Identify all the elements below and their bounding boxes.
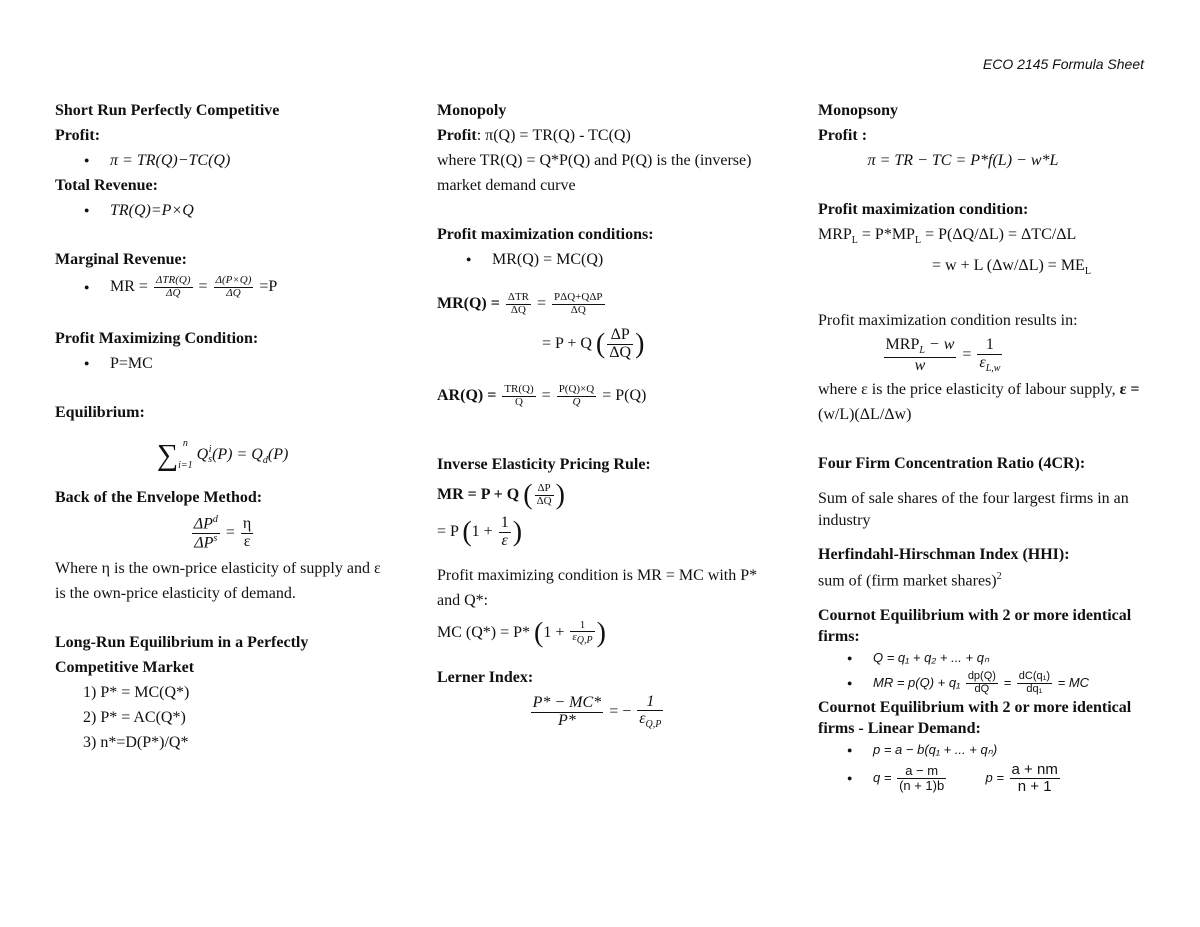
mrp-line1: $MRP_L = P*MP_L = P(\Delta Q/\Delta L) = \Delta TC/\Delta L$ [818, 226, 1077, 247]
heading-monopsony: Monopsony [818, 102, 899, 119]
envelope-fraction-left: $\frac{\Delta P^d}{\Delta P^s}$ [193, 513, 218, 552]
iepr-line1: MR = P + Q ( $\frac{\Delta P}{\Delta Q}$ ) [437, 479, 565, 511]
cournot-p-fraction: $\frac{a + nm}{n + 1}$ [1011, 761, 1058, 795]
pmc-text: Profit maximizing condition is MR = MC with P* and Q*: [437, 567, 758, 609]
result-fraction-left: $\frac{MRP_L - w}{w}$ [885, 335, 955, 374]
mrq-fraction-2: $\frac{\text{PΔQ+QΔP}}{\Delta Q}$ [554, 291, 603, 316]
mr-fraction-1: $\frac{\text{ΔTR(Q)}}{\Delta Q}$ [155, 274, 191, 299]
hhi-text: sum of (firm market shares)$^2$ [818, 571, 1002, 590]
arq-fraction-1: $\frac{TR(Q)}{Q}$ [504, 383, 534, 408]
envelope-description: Where η is the own-price elasticity of supply and ε is the own-price elasticity of demand. [55, 560, 381, 602]
arq-formula: AR(Q) = $\frac{TR(Q)}{Q}$ = $\frac{P(Q)\times Q}{Q}$ = P(Q) [437, 383, 647, 408]
envelope-fraction-right: $\frac{\eta}{\varepsilon}$ [242, 515, 252, 550]
heading-monopoly: Monopoly [437, 102, 507, 119]
result-text: Profit maximization condition results in: [818, 312, 1078, 330]
mrp-line2: = w + L $(\Delta w/\Delta L) = ME_L$ [932, 257, 1091, 278]
heading-4cr: Four Firm Concentration Ratio (4CR): [818, 455, 1086, 473]
sigma-symbol: ∑ [156, 438, 179, 472]
result-fraction-right: $\frac{1}{\varepsilon_{L,w}}$ [979, 335, 1001, 374]
heading-marginal-revenue: Marginal Revenue: [55, 251, 187, 268]
heading-short-run: Short Run Perfectly Competitive [55, 102, 280, 119]
column-monopsony [818, 98, 1148, 795]
mr-lead: MR = [110, 278, 148, 295]
mr-tail: =P [259, 278, 278, 295]
iepr-fraction-2: $\frac{1}{\varepsilon}$ [500, 514, 509, 549]
long-run-item: 3) n*=D(P*)/Q* [83, 734, 189, 751]
iepr-line2: = P (1 + $\frac{1}{\varepsilon}$ ) [437, 514, 523, 549]
lerner-fraction-left: $\frac{P* - MC*}{P*}$ [532, 694, 602, 729]
cournot-linear-p-formula: ● p = a − b(q₁ + ... + qₙ) [818, 739, 1148, 761]
marginal-revenue-formula [55, 272, 390, 302]
mr-equals-mc: ● MR(Q) = MC(Q) [437, 247, 777, 272]
envelope-formula: $\frac{\Delta P^d}{\Delta P^s}$ = $\frac{\eta}{\varepsilon}$ [193, 513, 252, 552]
heading-profit-max-conditions: Profit maximization conditions: [437, 226, 654, 243]
cournot-fraction-1: $\frac{dp(Q)}{dQ}$ [967, 670, 996, 695]
heading-hhi: Herfindahl-Hirschman Index (HHI): [818, 546, 1070, 564]
mr-equals: = [198, 278, 208, 295]
mr-fraction-2: $\frac{\Delta(P\times Q)}{\Delta Q}$ [215, 274, 252, 299]
mc-formula: MC (Q*) = P* (1 + $\frac{1}{\varepsilon_{Q,P}}$ ) [437, 617, 606, 649]
cournot-fraction-2: $\frac{\text{dC(q₁)}}{\text{dq₁}}$ [1018, 670, 1050, 695]
lerner-fraction-right: $\frac{1}{\varepsilon_{Q,P}}$ [639, 692, 662, 731]
monopoly-profit: Profit: π(Q) = TR(Q) - TC(Q) [437, 127, 631, 144]
column-short-run [55, 98, 390, 755]
mc-fraction: $\frac{1}{\varepsilon_{Q,P}}$ [572, 618, 593, 647]
long-run-item: 1) P* = MC(Q*) [83, 684, 190, 701]
mrq-formula-line2: = P + Q ( $\frac{\Delta P}{\Delta Q}$ ) [542, 326, 645, 361]
cournot-q-fraction: $\frac{a - m}{(n + 1)b}$ [899, 763, 945, 793]
heading-inverse-elasticity: Inverse Elasticity Pricing Rule: [437, 456, 651, 473]
mrq-fraction-1: $\frac{\text{ΔTR}}{\Delta Q}$ [507, 291, 530, 316]
cournot-mr-formula: ● MR = p(Q) + q₁ $\frac{dp(Q)}{dQ}$ = $\frac{\text{dC(q₁)}}{\text{dq₁}}$ = MC [818, 669, 1148, 697]
heading-cournot-2: Cournot Equilibrium with 2 or more identical firms - Linear Demand: [818, 698, 1132, 737]
heading-back-envelope: Back of the Envelope Method: [55, 489, 263, 506]
cournot-linear-q-p-formula: ● q = $\frac{a - m}{(n + 1)b}$ p = $\frac{a + nm}{n + 1}$ [818, 761, 1148, 795]
heading-monopsony-profit-max: Profit maximization condition: [818, 201, 1029, 218]
heading-lerner: Lerner Index: [437, 669, 534, 686]
heading-profit-max: Profit Maximizing Condition: [55, 330, 259, 347]
long-run-item: 2) P* = AC(Q*) [83, 709, 186, 726]
iepr-fraction: $\frac{\Delta P}{\Delta Q}$ [536, 482, 552, 507]
total-revenue-formula: ● TR(Q)=P×Q [55, 198, 390, 223]
mrq-fraction-3: $\frac{\Delta P}{\Delta Q}$ [609, 326, 632, 361]
arq-fraction-2: $\frac{P(Q)\times Q}{Q}$ [558, 383, 595, 408]
heading-total-revenue: Total Revenue: [55, 177, 158, 194]
column-monopoly [437, 98, 777, 734]
profit-formula: ● π = TR(Q)−TC(Q) [55, 148, 390, 173]
monopsony-profit-formula: π = TR − TC = P*f(L) − w*L [867, 152, 1059, 169]
heading-long-run-1: Long-Run Equilibrium in a Perfectly [55, 634, 309, 651]
page-header: ECO 2145 Formula Sheet [982, 56, 1144, 72]
profit-max-formula: ● P=MC [55, 351, 390, 376]
lerner-formula: $\frac{P* - MC*}{P*}$ = − $\frac{1}{\varepsilon_{Q,P}}$ [532, 692, 662, 731]
equilibrium-formula: ∑ n i=1 Q i s $(P) = Q_d(P)$ [156, 438, 289, 472]
heading-long-run-2: Competitive Market [55, 659, 195, 676]
heading-equilibrium: Equilibrium: [55, 404, 145, 421]
heading-cournot-1: Cournot Equilibrium with 2 or more identical firms: [818, 606, 1132, 645]
heading-profit: Profit: [55, 127, 101, 144]
monopoly-profit-text: where TR(Q) = Q*P(Q) and P(Q) is the (inverse) market demand curve [437, 152, 752, 194]
cournot-q-formula: ● Q = q₁ + q₂ + ... + qₙ [818, 647, 1148, 669]
4cr-text: Sum of sale shares of the four largest firms in an industry [818, 490, 1129, 530]
monopsony-profit-label: Profit : [818, 127, 868, 144]
mrq-formula: MR(Q) = $\frac{\text{ΔTR}}{\Delta Q}$ = $\frac{\text{PΔQ+QΔP}}{\Delta Q}$ [437, 291, 603, 316]
result-formula: $\frac{MRP_L - w}{w}$ = $\frac{1}{\varepsilon_{L,w}}$ [885, 335, 1001, 374]
elasticity-text: where ε is the price elasticity of labour supply, ε = (w/L)(ΔL/Δw) [818, 381, 1140, 424]
